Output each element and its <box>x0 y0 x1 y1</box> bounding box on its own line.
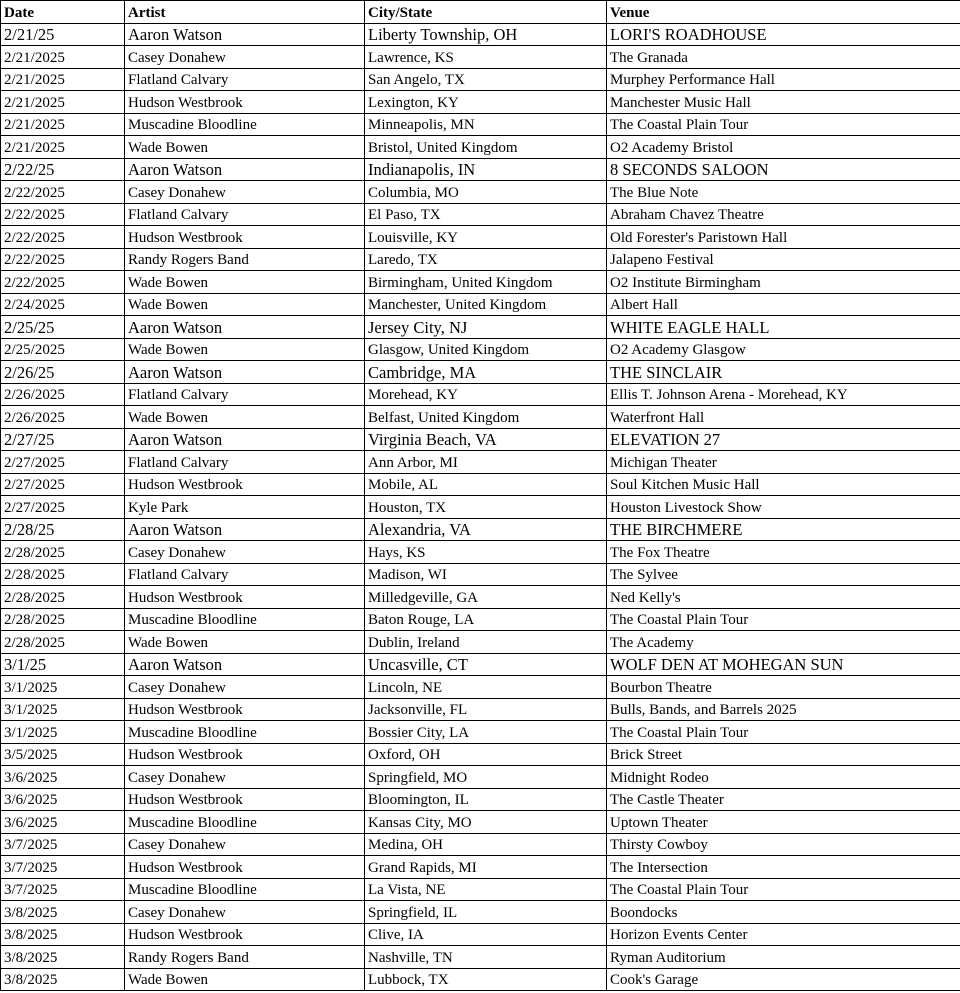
cell-date: 2/27/25 <box>1 428 125 451</box>
cell-city-state: Minneapolis, MN <box>365 113 607 136</box>
cell-venue: The Sylvee <box>607 563 960 586</box>
table-row <box>1 226 960 249</box>
cell-venue: WOLF DEN AT MOHEGAN SUN <box>607 653 960 676</box>
cell-artist: Hudson Westbrook <box>125 226 365 249</box>
table-row <box>1 361 960 384</box>
cell-city-state: Manchester, United Kingdom <box>365 293 607 316</box>
cell-date: 3/6/2025 <box>1 811 125 834</box>
cell-date: 3/8/2025 <box>1 946 125 969</box>
cell-artist: Hudson Westbrook <box>125 586 365 609</box>
cell-artist: Aaron Watson <box>125 158 365 181</box>
cell-city-state: La Vista, NE <box>365 878 607 901</box>
cell-city-state: Houston, TX <box>365 496 607 519</box>
cell-city-state: San Angelo, TX <box>365 68 607 91</box>
cell-date: 2/21/25 <box>1 23 125 46</box>
cell-city-state: Medina, OH <box>365 833 607 856</box>
cell-venue: O2 Academy Bristol <box>607 136 960 159</box>
table-row <box>1 428 960 451</box>
cell-venue: The Granada <box>607 46 960 69</box>
table-row <box>1 586 960 609</box>
cell-city-state: Glasgow, United Kingdom <box>365 338 607 361</box>
cell-venue: O2 Academy Glasgow <box>607 338 960 361</box>
cell-date: 2/28/2025 <box>1 586 125 609</box>
cell-date: 2/24/2025 <box>1 293 125 316</box>
cell-city-state: Jacksonville, FL <box>365 698 607 721</box>
cell-artist: Randy Rogers Band <box>125 946 365 969</box>
cell-city-state: Oxford, OH <box>365 743 607 766</box>
cell-artist: Hudson Westbrook <box>125 788 365 811</box>
cell-date: 2/21/2025 <box>1 136 125 159</box>
cell-date: 3/8/2025 <box>1 901 125 924</box>
cell-city-state: Louisville, KY <box>365 226 607 249</box>
cell-venue: THE BIRCHMERE <box>607 518 960 541</box>
table-row <box>1 901 960 924</box>
cell-artist: Kyle Park <box>125 496 365 519</box>
table-row <box>1 676 960 699</box>
cell-city-state: Belfast, United Kingdom <box>365 406 607 429</box>
cell-venue: Boondocks <box>607 901 960 924</box>
header-date: Date <box>1 1 125 24</box>
cell-venue: O2 Institute Birmingham <box>607 271 960 294</box>
cell-artist: Wade Bowen <box>125 136 365 159</box>
table-row <box>1 136 960 159</box>
cell-city-state: Lawrence, KS <box>365 46 607 69</box>
cell-artist: Muscadine Bloodline <box>125 811 365 834</box>
cell-date: 2/26/2025 <box>1 406 125 429</box>
table-row <box>1 181 960 204</box>
table-row <box>1 91 960 114</box>
cell-city-state: Jersey City, NJ <box>365 316 607 339</box>
cell-venue: Horizon Events Center <box>607 923 960 946</box>
cell-artist: Muscadine Bloodline <box>125 878 365 901</box>
cell-venue: Ned Kelly's <box>607 586 960 609</box>
cell-venue: Waterfront Hall <box>607 406 960 429</box>
cell-venue: ELEVATION 27 <box>607 428 960 451</box>
cell-artist: Aaron Watson <box>125 428 365 451</box>
table-row <box>1 113 960 136</box>
cell-venue: The Coastal Plain Tour <box>607 878 960 901</box>
table-row <box>1 518 960 541</box>
cell-city-state: Kansas City, MO <box>365 811 607 834</box>
table-row <box>1 811 960 834</box>
table-row <box>1 496 960 519</box>
cell-city-state: El Paso, TX <box>365 203 607 226</box>
cell-city-state: Virginia Beach, VA <box>365 428 607 451</box>
cell-date: 2/22/2025 <box>1 271 125 294</box>
cell-date: 2/21/2025 <box>1 68 125 91</box>
cell-date: 2/21/2025 <box>1 113 125 136</box>
cell-date: 3/8/2025 <box>1 923 125 946</box>
cell-city-state: Springfield, IL <box>365 901 607 924</box>
cell-artist: Flatland Calvary <box>125 451 365 474</box>
cell-artist: Casey Donahew <box>125 181 365 204</box>
cell-city-state: Grand Rapids, MI <box>365 856 607 879</box>
cell-artist: Muscadine Bloodline <box>125 113 365 136</box>
cell-venue: The Fox Theatre <box>607 541 960 564</box>
table-row <box>1 721 960 744</box>
cell-city-state: Lincoln, NE <box>365 676 607 699</box>
cell-venue: The Coastal Plain Tour <box>607 721 960 744</box>
cell-artist: Casey Donahew <box>125 541 365 564</box>
cell-artist: Wade Bowen <box>125 293 365 316</box>
cell-date: 2/26/25 <box>1 361 125 384</box>
cell-artist: Aaron Watson <box>125 653 365 676</box>
cell-artist: Wade Bowen <box>125 631 365 654</box>
table-row <box>1 923 960 946</box>
cell-date: 2/22/2025 <box>1 203 125 226</box>
cell-date: 2/27/2025 <box>1 451 125 474</box>
table-row <box>1 293 960 316</box>
cell-city-state: Columbia, MO <box>365 181 607 204</box>
cell-artist: Casey Donahew <box>125 676 365 699</box>
table-row <box>1 541 960 564</box>
header-row <box>1 1 960 24</box>
table-row <box>1 608 960 631</box>
cell-city-state: Laredo, TX <box>365 248 607 271</box>
cell-city-state: Lexington, KY <box>365 91 607 114</box>
cell-venue: 8 SECONDS SALOON <box>607 158 960 181</box>
table-row <box>1 203 960 226</box>
cell-date: 3/1/2025 <box>1 676 125 699</box>
cell-artist: Casey Donahew <box>125 833 365 856</box>
cell-venue: Bulls, Bands, and Barrels 2025 <box>607 698 960 721</box>
cell-city-state: Madison, WI <box>365 563 607 586</box>
cell-date: 2/28/25 <box>1 518 125 541</box>
cell-venue: THE SINCLAIR <box>607 361 960 384</box>
cell-venue: Old Forester's Paristown Hall <box>607 226 960 249</box>
cell-city-state: Mobile, AL <box>365 473 607 496</box>
cell-date: 3/6/2025 <box>1 766 125 789</box>
cell-venue: Soul Kitchen Music Hall <box>607 473 960 496</box>
cell-venue: Michigan Theater <box>607 451 960 474</box>
cell-artist: Muscadine Bloodline <box>125 608 365 631</box>
cell-artist: Hudson Westbrook <box>125 698 365 721</box>
cell-city-state: Milledgeville, GA <box>365 586 607 609</box>
header-city-state: City/State <box>365 1 607 24</box>
table-row <box>1 406 960 429</box>
cell-date: 2/21/2025 <box>1 46 125 69</box>
cell-date: 3/1/2025 <box>1 698 125 721</box>
cell-date: 2/28/2025 <box>1 541 125 564</box>
table-row <box>1 271 960 294</box>
cell-venue: Houston Livestock Show <box>607 496 960 519</box>
cell-date: 3/6/2025 <box>1 788 125 811</box>
cell-city-state: Indianapolis, IN <box>365 158 607 181</box>
cell-artist: Randy Rogers Band <box>125 248 365 271</box>
table-row <box>1 23 960 46</box>
cell-artist: Wade Bowen <box>125 968 365 991</box>
cell-city-state: Clive, IA <box>365 923 607 946</box>
cell-venue: LORI'S ROADHOUSE <box>607 23 960 46</box>
cell-venue: Thirsty Cowboy <box>607 833 960 856</box>
cell-date: 2/22/25 <box>1 158 125 181</box>
cell-artist: Flatland Calvary <box>125 203 365 226</box>
table-row <box>1 946 960 969</box>
cell-date: 2/26/2025 <box>1 383 125 406</box>
cell-artist: Hudson Westbrook <box>125 923 365 946</box>
cell-city-state: Ann Arbor, MI <box>365 451 607 474</box>
table-row <box>1 968 960 991</box>
cell-artist: Hudson Westbrook <box>125 743 365 766</box>
cell-date: 2/21/2025 <box>1 91 125 114</box>
cell-artist: Wade Bowen <box>125 271 365 294</box>
cell-date: 2/25/25 <box>1 316 125 339</box>
cell-artist: Casey Donahew <box>125 901 365 924</box>
cell-venue: The Castle Theater <box>607 788 960 811</box>
cell-artist: Hudson Westbrook <box>125 91 365 114</box>
table-row <box>1 788 960 811</box>
cell-venue: The Blue Note <box>607 181 960 204</box>
table-row <box>1 878 960 901</box>
table-row <box>1 833 960 856</box>
cell-venue: WHITE EAGLE HALL <box>607 316 960 339</box>
table-row <box>1 856 960 879</box>
cell-city-state: Dublin, Ireland <box>365 631 607 654</box>
cell-city-state: Alexandria, VA <box>365 518 607 541</box>
cell-artist: Aaron Watson <box>125 316 365 339</box>
cell-city-state: Cambridge, MA <box>365 361 607 384</box>
header-venue: Venue <box>607 1 960 24</box>
table-row <box>1 563 960 586</box>
cell-artist: Flatland Calvary <box>125 383 365 406</box>
cell-artist: Hudson Westbrook <box>125 856 365 879</box>
cell-city-state: Bloomington, IL <box>365 788 607 811</box>
cell-artist: Aaron Watson <box>125 23 365 46</box>
cell-venue: The Coastal Plain Tour <box>607 608 960 631</box>
table-row <box>1 766 960 789</box>
table-row <box>1 698 960 721</box>
cell-artist: Aaron Watson <box>125 518 365 541</box>
cell-venue: Midnight Rodeo <box>607 766 960 789</box>
cell-city-state: Bossier City, LA <box>365 721 607 744</box>
cell-venue: Albert Hall <box>607 293 960 316</box>
cell-venue: Jalapeno Festival <box>607 248 960 271</box>
cell-city-state: Lubbock, TX <box>365 968 607 991</box>
cell-venue: Ryman Auditorium <box>607 946 960 969</box>
cell-venue: Brick Street <box>607 743 960 766</box>
cell-venue: Ellis T. Johnson Arena - Morehead, KY <box>607 383 960 406</box>
cell-date: 2/27/2025 <box>1 473 125 496</box>
cell-artist: Casey Donahew <box>125 766 365 789</box>
cell-venue: The Intersection <box>607 856 960 879</box>
table-row <box>1 631 960 654</box>
table-row <box>1 68 960 91</box>
cell-date: 2/25/2025 <box>1 338 125 361</box>
cell-date: 3/1/2025 <box>1 721 125 744</box>
cell-date: 2/22/2025 <box>1 181 125 204</box>
cell-artist: Wade Bowen <box>125 338 365 361</box>
cell-date: 2/27/2025 <box>1 496 125 519</box>
table-row <box>1 158 960 181</box>
cell-city-state: Nashville, TN <box>365 946 607 969</box>
cell-venue: Cook's Garage <box>607 968 960 991</box>
cell-date: 3/7/2025 <box>1 833 125 856</box>
cell-venue: Abraham Chavez Theatre <box>607 203 960 226</box>
cell-city-state: Baton Rouge, LA <box>365 608 607 631</box>
table-row <box>1 338 960 361</box>
cell-artist: Wade Bowen <box>125 406 365 429</box>
table-row <box>1 316 960 339</box>
cell-venue: Murphey Performance Hall <box>607 68 960 91</box>
cell-venue: The Coastal Plain Tour <box>607 113 960 136</box>
cell-city-state: Liberty Township, OH <box>365 23 607 46</box>
cell-date: 2/22/2025 <box>1 226 125 249</box>
cell-date: 2/28/2025 <box>1 563 125 586</box>
cell-date: 2/28/2025 <box>1 631 125 654</box>
cell-venue: Uptown Theater <box>607 811 960 834</box>
header-artist: Artist <box>125 1 365 24</box>
table-row <box>1 473 960 496</box>
cell-date: 3/5/2025 <box>1 743 125 766</box>
cell-date: 3/7/2025 <box>1 878 125 901</box>
cell-date: 3/7/2025 <box>1 856 125 879</box>
cell-date: 3/1/25 <box>1 653 125 676</box>
cell-artist: Flatland Calvary <box>125 563 365 586</box>
table-row <box>1 383 960 406</box>
cell-artist: Casey Donahew <box>125 46 365 69</box>
cell-date: 2/28/2025 <box>1 608 125 631</box>
cell-artist: Flatland Calvary <box>125 68 365 91</box>
cell-date: 3/8/2025 <box>1 968 125 991</box>
cell-city-state: Bristol, United Kingdom <box>365 136 607 159</box>
cell-city-state: Springfield, MO <box>365 766 607 789</box>
cell-artist: Aaron Watson <box>125 361 365 384</box>
table-row <box>1 743 960 766</box>
cell-venue: The Academy <box>607 631 960 654</box>
cell-venue: Manchester Music Hall <box>607 91 960 114</box>
cell-venue: Bourbon Theatre <box>607 676 960 699</box>
cell-city-state: Hays, KS <box>365 541 607 564</box>
cell-artist: Hudson Westbrook <box>125 473 365 496</box>
cell-city-state: Uncasville, CT <box>365 653 607 676</box>
cell-city-state: Morehead, KY <box>365 383 607 406</box>
table-row <box>1 248 960 271</box>
table-row <box>1 451 960 474</box>
table-row <box>1 653 960 676</box>
cell-date: 2/22/2025 <box>1 248 125 271</box>
cell-city-state: Birmingham, United Kingdom <box>365 271 607 294</box>
cell-artist: Muscadine Bloodline <box>125 721 365 744</box>
table-row <box>1 46 960 69</box>
